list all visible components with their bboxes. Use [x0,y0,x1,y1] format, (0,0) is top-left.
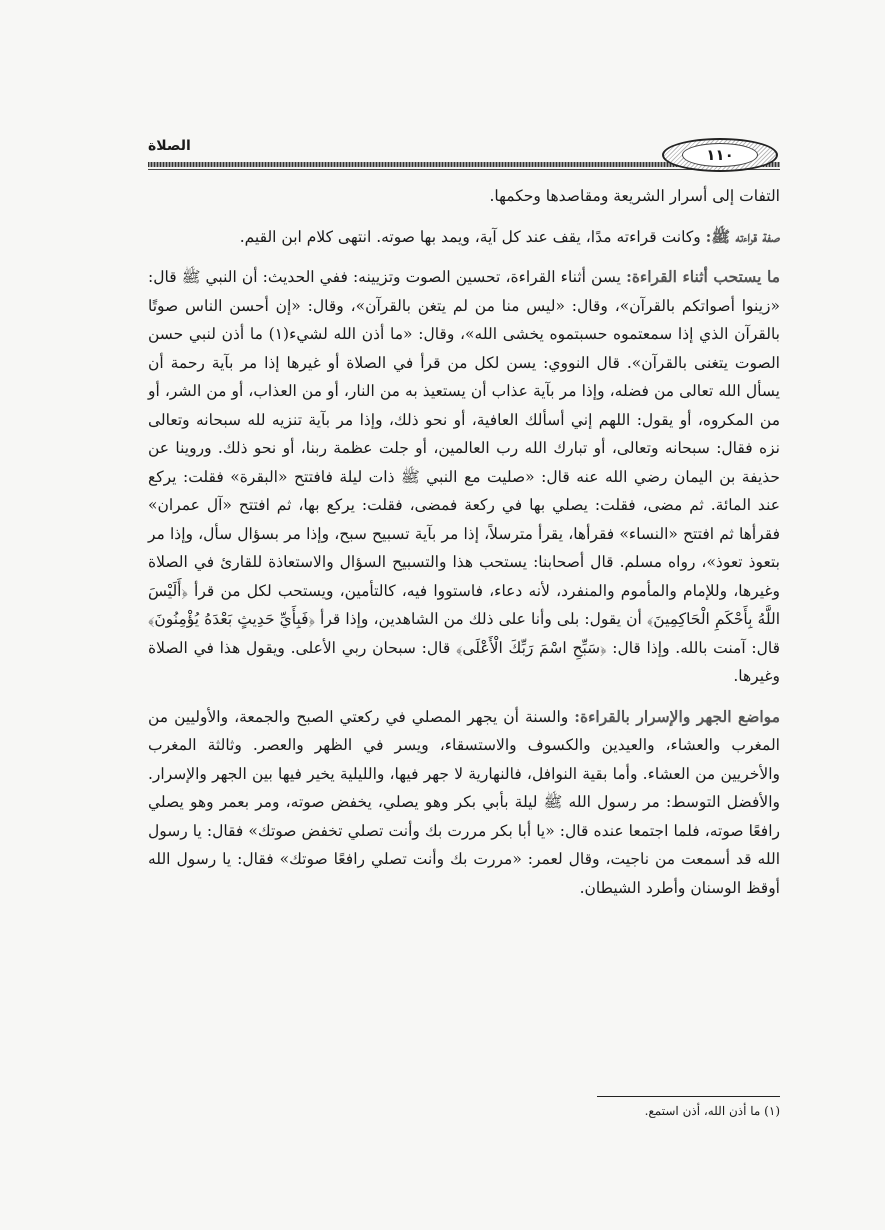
paragraph-intro [148,182,780,211]
page-number: ١١٠ [682,143,758,167]
page-header [148,132,780,172]
paragraph-text: التفات إلى أسرار الشريعة ومقاصدها وحكمها. [489,187,780,205]
body-text [148,182,780,914]
paragraph-text: وكانت قراءته مدًا، يقف عند كل آية، ويمد بها صوته. انتهى كلام ابن القيم. [239,227,706,246]
footnote: (١) ما أذن الله، أذن استمع. [644,1104,780,1118]
header-rule-thin [148,169,780,170]
section-heading: صفة قراءته ﷺ: [705,226,780,246]
section-heading: مواضع الجهر والإسرار بالقراءة: [574,706,780,726]
paragraph-text: يسن أثناء القراءة، تحسين الصوت وتزيينه: ففي الحديث: أن النبي ﷺ قال: «زينوا أصواتكم بالقرآن»، وقال: «ليس منا من لم يتغن بالقرآن»، وقال: «إن أحسن الناس صوتًا بالقرآن الذي إذا سمعتموه حسبتموه يخشى الله»، وقال: «ما أذن الله لشيء(١) ما أذن لنبي حسن الصوت يتغنى بالقرآن». قال النووي: يسن لكل من قرأ في الصلاة أو غيرها إذا مر بآية رحمة أن يسأل الله تعالى من فضله، وإذا مر بآية عذاب أن يستعيذ به من النار، أو من العذاب، أو من الشر، أو من المكروه، أو يقول: اللهم إني أسألك العافية، أو نحو ذلك، وإذا مر بآية تنزيه لله سبحانه وتعالى نزه فقال: سبحانه وتعالى، أو تبارك الله رب العالمين، أو جلت عظمة ربنا، أو نحو ذلك. وروينا عن حذيفة بن اليمان رضي الله عنه قال: «صليت مع النبي ﷺ ذات ليلة فافتتح «البقرة» فقلت: يركع عند المائة. ثم مضى، فقلت: يصلي بها في ركعة فمضى، فقلت: يركع بها، ثم افتتح «آل عمران» فقرأها ثم افتتح «النساء» فقرأها، يقرأ مترسلاً، إذا مر بآية تسبيح سبح، وإذا مر بسؤال سأل، وإذا مر بتعوذ تعوذ»، رواه مسلم. قال أصحابنا: يستحب هذا والتسبيح السؤال والاستعاذة للقارئ في الصلاة وغيرها، وللإمام والمأموم والمنفرد، لأنه دعاء، فاستووا فيه، كالتأمين، ويستحب لكل من قرأ ﴿أَلَيْسَ اللَّهُ بِأَحْكَمِ الْحَاكِمِينَ﴾ أن يقول: بلى وأنا على ذلك من الشاهدين، وإذا قرأ ﴿فَبِأَيِّ حَدِيثٍ بَعْدَهُ يُؤْمِنُونَ﴾ قال: آمنت بالله. وإذا قال: ﴿سَبِّحِ اسْمَ رَبِّكَ الْأَعْلَى﴾ قال: سبحان ربي الأعلى. ويقول هذا في الصلاة وغيرها. [148,268,780,685]
running-title: الصلاة [148,138,191,154]
paragraph-recitation-description [148,223,780,252]
paragraph-recommended-during-recitation [148,263,780,691]
section-heading: ما يستحب أثناء القراءة: [626,267,780,286]
paragraph-text: والسنة أن يجهر المصلي في ركعتي الصبح والجمعة، والأوليين من المغرب والعشاء، والعيدين والكسوف والاستسقاء، ويسر في الظهر والعصر. وثالثة المغرب والأخريين من العشاء. وأما بقية النوافل، فالنهارية لا جهر فيها، والليلية يخير فيها بين الجهر والإسرار. والأفضل التوسط: مر رسول الله ﷺ ليلة بأبي بكر وهو يصلي، يخفض صوته، ومر بعمر وهو يصلي رافعًا صوته، فلما اجتمعا عنده قال: «يا أبا بكر مررت بك وأنت تصلي تخفض صوتك» فقال: يا رسول الله قد أسمعت من ناجيت، وقال لعمر: «مررت بك وأنت تصلي رافعًا صوتك» فقال: يا رسول الله أوقظ الوسنان وأطرد الشيطان. [148,707,780,897]
paragraph-loud-and-silent-recitation [148,703,780,903]
footnote-divider [597,1096,780,1097]
page-number-badge [662,138,778,172]
